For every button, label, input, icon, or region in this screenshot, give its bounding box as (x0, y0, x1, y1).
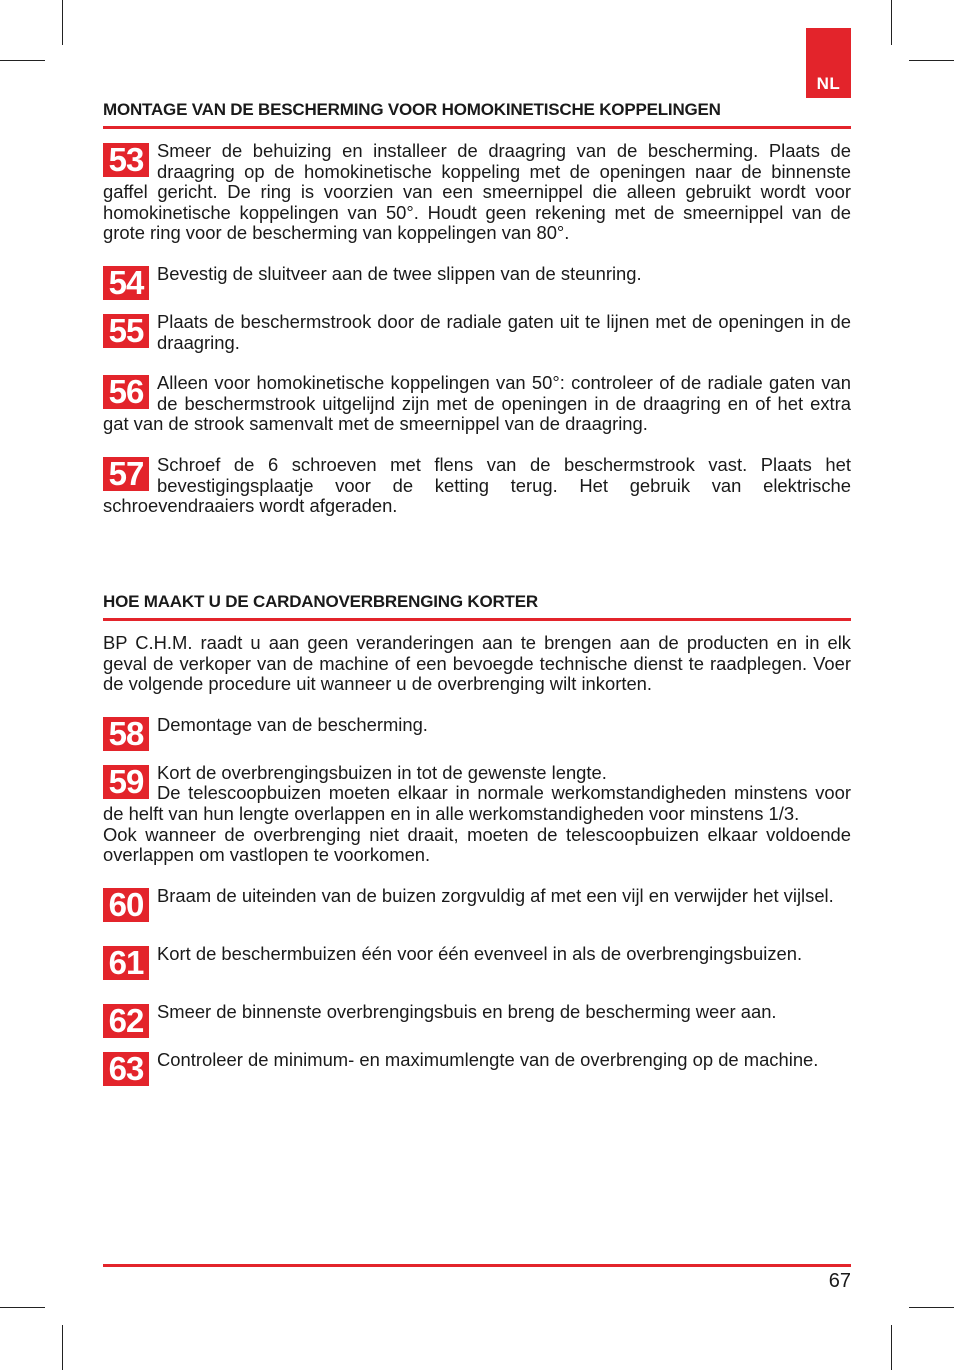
step-text: Plaats de beschermstrook door de radiale gaten uit te lijnen met de openingen in de draagring. (157, 310, 851, 353)
step-56 (103, 373, 851, 435)
step-number-badge: 53 (103, 143, 149, 177)
step-number-badge: 57 (103, 457, 149, 491)
step-text: Schroef de 6 schroeven met flens van de beschermstrook vast. Plaats het bevestigingsplaatje voor de ketting terug. Het gebruik van elektrische schroevendraaiers wordt afgeraden. (103, 453, 851, 517)
crop-mark (0, 60, 45, 61)
footer-divider (103, 1264, 851, 1267)
step-text-extra: Ook wanneer de overbrenging niet draait, moeten de telescoopbuizen elkaar voldoende overlappen om vastlopen te voorkomen. (103, 823, 851, 866)
page-number: 67 (828, 1270, 851, 1292)
step-57 (103, 455, 851, 517)
step-text: Demontage van de bescherming. (157, 713, 428, 735)
step-text: Alleen voor homokinetische koppelingen van 50°: controleer of de radiale gaten van de beschermstrook uitgelijnd zijn met de openingen in de draagring en of het extra gat van de strook samenvalt met de smeernippel van de draagring. (103, 372, 851, 435)
intro-paragraph: BP C.H.M. raadt u aan geen veranderingen aan te brengen aan de producten en in elk geval de verkoper van de machine of een bevoegde technische dienst te raadplegen. Voer de volgende procedure uit wanneer u de overbrenging wilt inkorten. (103, 632, 851, 695)
step-number-badge: 58 (103, 717, 149, 751)
step-55 (103, 312, 851, 353)
step-text: Smeer de behuizing en installeer de draagring van de bescherming. Plaats de draagring op de homokinetische koppeling met de openingen naar de binnenste gaffel gericht. De ring is voorzien van een smeernippel die alleen gebruikt wordt voor homokinetische koppelingen van 50°. Houdt geen rekening met de smeernippel van de grote ring voor de bescherming van koppelingen van 80°. (103, 140, 851, 244)
step-62 (103, 1002, 851, 1040)
step-number-badge: 59 (103, 765, 149, 799)
step-text: Kort de overbrengingsbuizen in tot de gewenste lengte. (157, 761, 607, 783)
section-heading: MONTAGE VAN DE BESCHERMING VOOR HOMOKINETISCHE KOPPELINGEN (103, 100, 851, 129)
step-59 (103, 763, 851, 866)
step-63 (103, 1050, 851, 1088)
step-number-badge: 61 (103, 946, 149, 980)
crop-mark (62, 1325, 63, 1370)
step-text: Kort de beschermbuizen één voor één evenveel in als de overbrengingsbuizen. (157, 942, 803, 964)
step-58 (103, 715, 851, 753)
step-text: Smeer de binnenste overbrengingsbuis en breng de bescherming weer aan. (157, 1000, 777, 1022)
step-number-badge: 62 (103, 1004, 149, 1038)
step-text: Bevestig de sluitveer aan de twee slippen van de steunring. (157, 262, 642, 284)
step-60 (103, 886, 851, 924)
step-text-extra: De telescoopbuizen moeten elkaar in normale werkomstandigheden minstens voor de helft van hun lengte overlappen en in alle werkomstandigheden voor minstens 1/3. (103, 782, 851, 824)
crop-mark (891, 1325, 892, 1370)
step-text: Controleer de minimum- en maximumlengte van de overbrenging op de machine. (157, 1048, 819, 1070)
step-number-badge: 63 (103, 1052, 149, 1086)
crop-mark (0, 1307, 45, 1308)
step-number-badge: 55 (103, 314, 149, 348)
section-heading: HOE MAAKT U DE CARDANOVERBRENGING KORTER (103, 592, 851, 621)
step-number-badge: 54 (103, 266, 149, 300)
step-53 (103, 141, 851, 244)
step-number-badge: 56 (103, 375, 149, 409)
language-tab: NL (806, 28, 851, 98)
step-number-badge: 60 (103, 888, 149, 922)
crop-mark (62, 0, 63, 45)
crop-mark (909, 60, 954, 61)
step-61 (103, 944, 851, 982)
step-text: Braam de uiteinden van de buizen zorgvuldig af met een vijl en verwijder het vijlsel. (157, 884, 834, 906)
section-shorten (103, 592, 851, 1108)
step-54 (103, 264, 851, 302)
section-montage (103, 100, 851, 537)
crop-mark (909, 1307, 954, 1308)
crop-mark (891, 0, 892, 45)
